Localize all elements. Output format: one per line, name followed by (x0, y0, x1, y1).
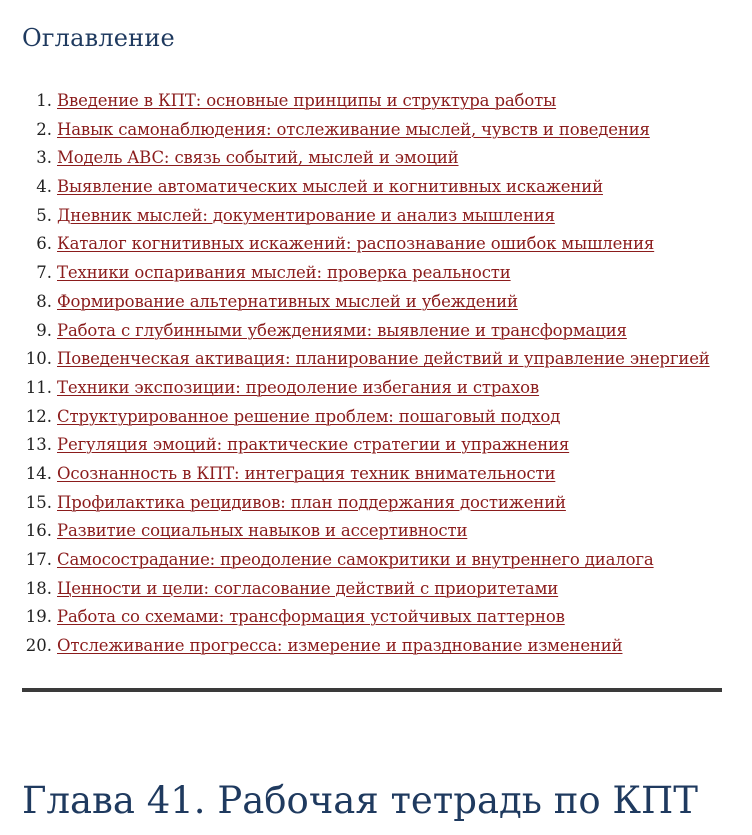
toc-list (22, 87, 722, 661)
toc-item-number: 18. (25, 578, 52, 598)
toc-item (22, 259, 722, 288)
toc-item (22, 431, 722, 460)
toc-item-number: 5. (36, 205, 52, 225)
toc-item-link[interactable]: Поведенческая активация: планирование действий и управление энергией (57, 349, 710, 369)
toc-item (22, 317, 722, 346)
section-divider (22, 688, 722, 692)
toc-item (22, 460, 722, 489)
toc-item-number: 20. (25, 636, 52, 656)
toc-item-number: 3. (36, 148, 52, 168)
toc-item (22, 374, 722, 403)
toc-item-number: 17. (25, 550, 52, 569)
toc-item-number: 11. (25, 377, 52, 397)
toc-item-link[interactable]: Работа со схемами: трансформация устойчивых паттернов (57, 607, 565, 627)
toc-item-link[interactable]: Регуляция эмоций: практические стратегии и упражнения (57, 435, 570, 455)
toc-item-link[interactable]: Навык самонаблюдения: отслеживание мыслей, чувств и поведения (57, 119, 650, 139)
toc-item-link[interactable]: Выявление автоматических мыслей и когнитивных искажений (57, 177, 603, 197)
toc-item-number: 6. (36, 234, 52, 254)
toc-item (22, 403, 722, 432)
toc-item-link[interactable]: Самосострадание: преодоление самокритики и внутреннего диалога (57, 550, 654, 569)
toc-item-link[interactable]: Работа с глубинными убеждениями: выявление и трансформация (57, 320, 627, 340)
toc-item-number: 2. (36, 119, 52, 139)
toc-item (22, 603, 722, 632)
toc-item-link[interactable]: Каталог когнитивных искажений: распознавание ошибок мышления (57, 234, 655, 254)
toc-item-number: 7. (36, 263, 52, 283)
toc-item (22, 230, 722, 259)
toc-item-link[interactable]: Модель ABC: связь событий, мыслей и эмоций (57, 148, 459, 168)
toc-item (22, 87, 722, 116)
toc-item-number: 13. (25, 435, 52, 455)
toc-item-link[interactable]: Отслеживание прогресса: измерение и празднование изменений (57, 636, 623, 656)
toc-item-link[interactable]: Техники экспозиции: преодоление избегания и страхов (57, 377, 540, 397)
chapter-title: Глава 41. Рабочая тетрадь по КПТ (22, 779, 698, 822)
toc-item-link[interactable]: Техники оспаривания мыслей: проверка реальности (57, 263, 511, 283)
toc-item-number: 12. (25, 406, 52, 426)
toc-item-link[interactable]: Структурированное решение проблем: пошаговый подход (57, 406, 561, 426)
toc-item (22, 632, 722, 661)
toc-item-number: 14. (25, 463, 52, 483)
toc-item-link[interactable]: Осознанность в КПТ: интеграция техник внимательности (57, 463, 556, 483)
toc-item-number: 15. (25, 492, 52, 512)
toc-item-number: 1. (36, 91, 52, 110)
toc-item-link[interactable]: Развитие социальных навыков и ассертивности (57, 521, 468, 541)
toc-item (22, 173, 722, 202)
toc-item-link[interactable]: Введение в КПТ: основные принципы и структура работы (57, 91, 557, 110)
toc-item (22, 202, 722, 231)
toc-item-number: 9. (36, 320, 52, 340)
toc-item-number: 19. (25, 607, 52, 627)
toc-item-number: 10. (25, 349, 52, 369)
toc-item (22, 517, 722, 546)
toc-item-link[interactable]: Формирование альтернативных мыслей и убеждений (57, 291, 518, 311)
toc-item (22, 116, 722, 145)
toc-item-number: 4. (36, 177, 52, 197)
toc-item (22, 345, 722, 374)
toc-item (22, 288, 722, 317)
toc-item-link[interactable]: Ценности и цели: согласование действий с приоритетами (57, 578, 559, 598)
toc-heading: Оглавление (22, 24, 175, 52)
toc-item (22, 546, 722, 575)
toc-item-link[interactable]: Профилактика рецидивов: план поддержания достижений (57, 492, 566, 512)
toc-item (22, 575, 722, 604)
toc-item-link[interactable]: Дневник мыслей: документирование и анализ мышления (57, 205, 555, 225)
toc-item-number: 8. (36, 291, 52, 311)
toc-item (22, 144, 722, 173)
toc-item-number: 16. (25, 521, 52, 541)
toc-item (22, 489, 722, 518)
